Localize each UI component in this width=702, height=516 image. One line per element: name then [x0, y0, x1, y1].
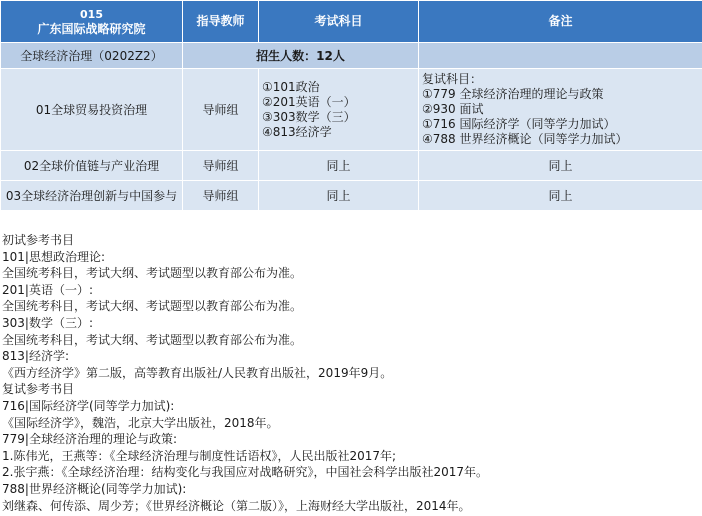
notes-cell: 同上 — [419, 151, 702, 181]
reference-line: 2.张宇燕：《全球经济治理：结构变化与我国应对战略研究》，中国社会科学出版社2017年。 — [2, 465, 488, 480]
notes-cell: 同上 — [419, 181, 702, 211]
subject-item: ①101政治 — [262, 79, 320, 94]
table-header-row — [1, 1, 702, 43]
reference-line: 复试参考书目 — [2, 382, 75, 397]
reference-line: 201|英语（一）: — [2, 282, 93, 297]
direction-cell: 02全球价值链与产业治理 — [1, 151, 183, 181]
major-row — [1, 43, 702, 69]
notes-header: 备注 — [419, 1, 702, 43]
table-row — [1, 181, 702, 211]
reference-line: 全国统考科目，考试大纲、考试题型以教育部公布为准。 — [2, 299, 303, 314]
notes-cell — [419, 69, 702, 151]
note-item: ②930 面试 — [422, 102, 484, 116]
subjects-cell: 同上 — [259, 151, 419, 181]
note-item: 复试科目： — [422, 72, 483, 86]
note-item: ①716 国际经济学（同等学力加试） — [422, 117, 616, 131]
reference-line: 788|世界经济概论(同等学力加试): — [2, 481, 187, 496]
advisor-cell: 导师组 — [183, 181, 259, 211]
reference-line: 《西方经济学》第二版，高等教育出版社/人民教育出版社，2019年9月。 — [2, 365, 393, 380]
advisor-cell: 导师组 — [183, 151, 259, 181]
college-code: 015 — [80, 7, 103, 21]
subject-item: ②201英语（一） — [262, 94, 356, 109]
major-notes-cell — [419, 43, 702, 69]
note-item: ①779 全球经济治理的理论与政策 — [422, 87, 604, 101]
subjects-cell — [259, 69, 419, 151]
reference-line: 全国统考科目，考试大纲、考试题型以教育部公布为准。 — [2, 266, 303, 281]
reference-line: 779|全球经济治理的理论与政策: — [2, 432, 177, 447]
reference-line: 813|经济学: — [2, 349, 69, 364]
direction-cell: 03全球经济治理创新与中国参与 — [1, 181, 183, 211]
note-item: ④788 世界经济概论（同等学力加试） — [422, 132, 628, 146]
college-name: 广东国际战略研究院 — [37, 21, 146, 36]
reference-books — [2, 232, 700, 514]
reference-line: 刘继森、何传添、周少芳；《世界经济概论（第二版）》，上海财经大学出版社，2014年。 — [2, 498, 471, 513]
subject-item: ④813经济学 — [262, 124, 332, 139]
major-name: 全球经济治理（0202Z2） — [1, 43, 183, 69]
advisor-header: 指导教师 — [183, 1, 259, 43]
college-header — [1, 1, 183, 43]
table-row — [1, 151, 702, 181]
enrollment-count: 招生人数：12人 — [183, 43, 419, 69]
subject-item: ③303数学（三） — [262, 109, 356, 124]
reference-line: 101|思想政治理论: — [2, 249, 105, 264]
reference-line: 初试参考书目 — [2, 233, 75, 247]
subjects-header: 考试科目 — [259, 1, 419, 43]
reference-line: 303|数学（三）: — [2, 315, 93, 330]
advisor-cell: 导师组 — [183, 69, 259, 151]
direction-cell: 01全球贸易投资治理 — [1, 69, 183, 151]
reference-line: 1.陈伟光，王燕等：《全球经济治理与制度性话语权》，人民出版社2017年; — [2, 448, 397, 463]
reference-line: 716|国际经济学(同等学力加试): — [2, 398, 175, 413]
admission-table — [0, 0, 702, 211]
table-row — [1, 69, 702, 151]
subjects-cell: 同上 — [259, 181, 419, 211]
reference-line: 全国统考科目，考试大纲、考试题型以教育部公布为准。 — [2, 332, 303, 347]
reference-line: 《国际经济学》，魏浩，北京大学出版社，2018年。 — [2, 415, 279, 430]
